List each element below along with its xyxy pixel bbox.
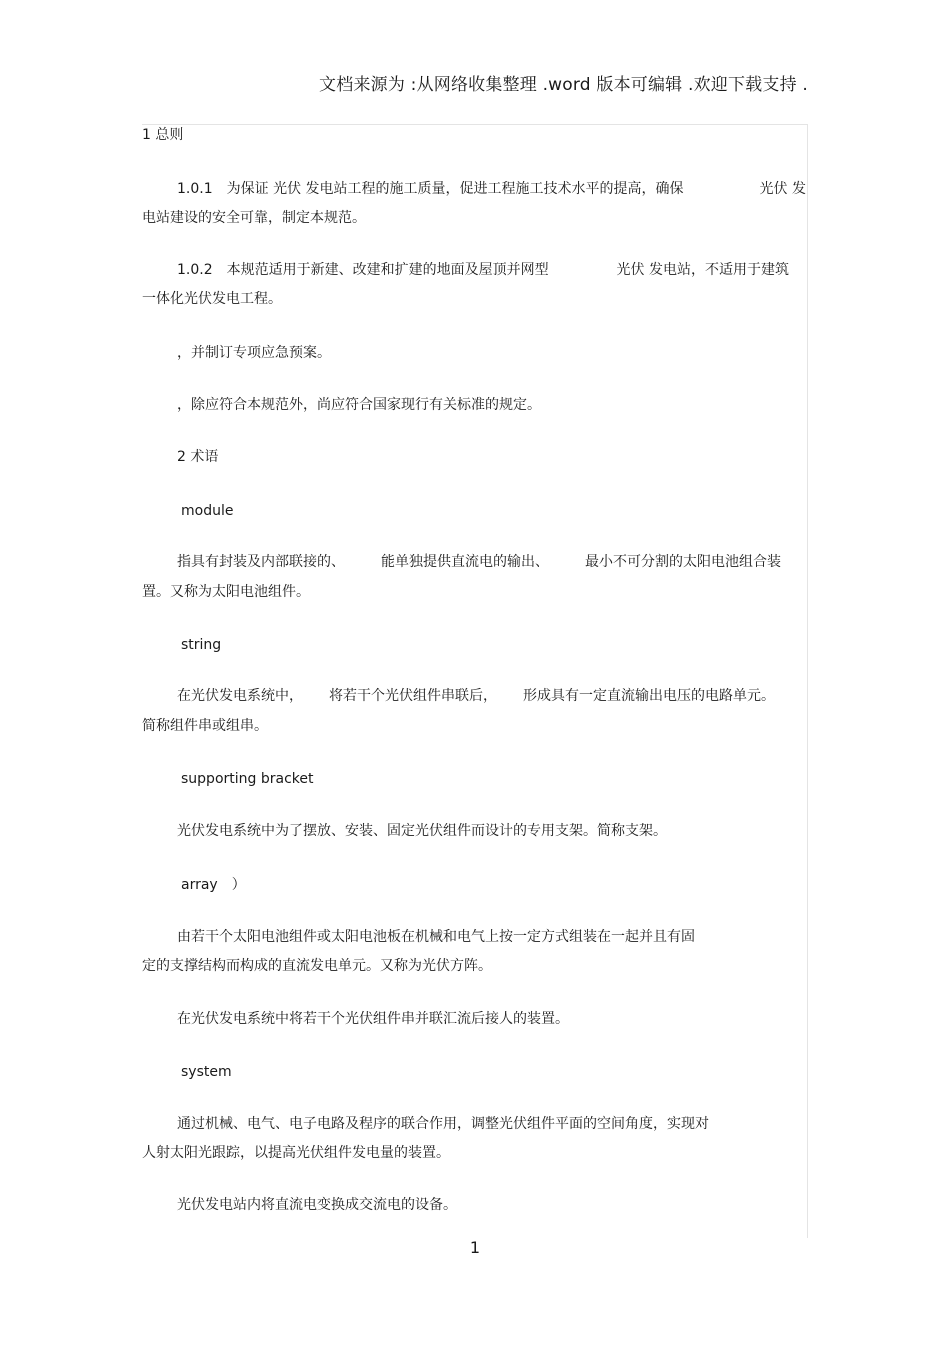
definition-supporting-bracket: 光伏发电系统中为了摆放、安装、固定光伏组件而设计的专用支架。简称支架。 xyxy=(177,823,667,839)
definition-string-text-b: 将若干个光伏组件串联后， xyxy=(329,688,497,704)
page-number: 1 xyxy=(469,1238,481,1257)
term-string: string xyxy=(181,637,222,653)
definition-system-line-2: 人射太阳光跟踪，以提高光伏组件发电量的装置。 xyxy=(142,1145,450,1161)
clause-1-0-2-text-a: 1.0.2 本规范适用于新建、改建和扩建的地面及屋顶并网型 xyxy=(177,262,549,278)
term-array: array ） xyxy=(181,877,246,893)
definition-module-line-1 xyxy=(177,553,781,571)
clause-1-0-1-line-2: 电站建设的安全可靠，制定本规范。 xyxy=(142,210,366,226)
definition-string-line-2: 简称组件串或组串。 xyxy=(142,718,268,734)
clause-1-0-1-text-b: 光伏 发 xyxy=(759,181,806,197)
definition-string-line-1 xyxy=(177,687,775,705)
definition-string-text-c: 形成具有一定直流输出电压的电路单元。 xyxy=(523,688,775,704)
clause-1-0-2-line-1 xyxy=(177,261,789,279)
clause-1-0-1-line-1 xyxy=(177,180,806,198)
definition-module-text-a: 指具有封装及内部联接的、 xyxy=(177,554,345,570)
definition-module-line-2: 置。又称为太阳电池组件。 xyxy=(142,584,310,600)
clause-1-0-2-text-b: 光伏 发电站，不适用于建筑 xyxy=(616,262,789,278)
page-header: 文档来源为 :从网络收集整理 .word 版本可编辑 .欢迎下载支持 . xyxy=(319,75,808,95)
term-module: module xyxy=(181,503,234,519)
clause-1-0-1-text-a: 1.0.1 为保证 光伏 发电站工程的施工质量，促进工程施工技术水平的提高，确保 xyxy=(177,181,684,197)
definition-string-text-a: 在光伏发电系统中， xyxy=(177,688,303,704)
definition-array-line-2: 定的支撑结构而构成的直流发电单元。又称为光伏方阵。 xyxy=(142,958,492,974)
clause-1-0-4: ，除应符合本规范外，尚应符合国家现行有关标准的规定。 xyxy=(177,397,541,413)
definition-combiner-box: 在光伏发电系统中将若干个光伏组件串并联汇流后接人的装置。 xyxy=(177,1011,569,1027)
clause-1-0-2-line-2: 一体化光伏发电工程。 xyxy=(142,291,282,307)
definition-inverter: 光伏发电站内将直流电变换成交流电的设备。 xyxy=(177,1197,457,1213)
term-supporting-bracket: supporting bracket xyxy=(181,771,314,787)
section-heading-terms: 2 术语 xyxy=(177,449,219,465)
definition-module-text-c: 最小不可分割的太阳电池组合装 xyxy=(585,554,781,570)
definition-system-line-1: 通过机械、电气、电子电路及程序的联合作用，调整光伏组件平面的空间角度，实现对 xyxy=(177,1116,709,1132)
clause-1-0-3: ，并制订专项应急预案。 xyxy=(177,345,331,361)
definition-module-text-b: 能单独提供直流电的输出、 xyxy=(381,554,549,570)
definition-array-line-1: 由若干个太阳电池组件或太阳电池板在机械和电气上按一定方式组装在一起并且有固 xyxy=(177,929,695,945)
term-system: system xyxy=(181,1064,232,1080)
section-heading-general: 1 总则 xyxy=(142,127,184,143)
